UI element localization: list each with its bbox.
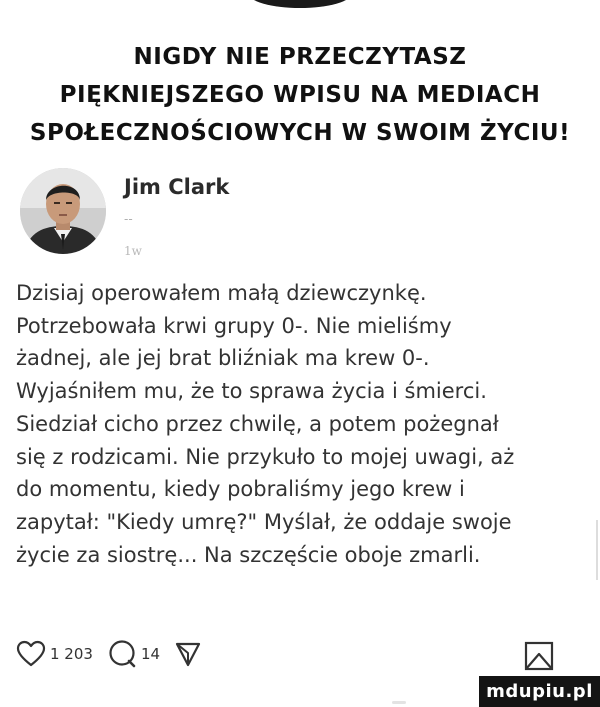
post-timestamp[interactable]: 1w — [124, 244, 142, 258]
watermark: mdupiu.pl — [479, 676, 600, 707]
bookmark-icon — [522, 640, 556, 674]
comment-icon — [107, 639, 137, 669]
post-body-line: zapytał: "Kiedy umrę?" Myślał, że oddaje swoje — [16, 509, 512, 534]
post-body — [16, 277, 596, 571]
author-separator: -- — [124, 212, 133, 226]
avatar[interactable] — [20, 168, 106, 254]
scroll-edge — [596, 520, 598, 580]
send-icon — [174, 640, 202, 668]
post-body-line: Dzisiaj operowałem małą dziewczynkę. — [16, 281, 427, 305]
save-button[interactable] — [522, 640, 556, 678]
comment-count: 14 — [140, 645, 161, 663]
headline-line-3: SPOŁECZNOŚCIOWYCH W SWOIM ŻYCIU! — [29, 120, 571, 146]
post-body-line: żadnej, ale jej brat bliźniak ma krew 0-. — [16, 346, 430, 371]
post-body-line: życie za siostrę... Na szczęście oboje zmarli. — [16, 542, 481, 567]
author-name[interactable]: Jim Clark — [124, 175, 230, 199]
like-count: 1 203 — [50, 645, 93, 663]
post-body-line: się z rodzicami. Nie przykuło to mojej uwagi, aż — [16, 444, 515, 469]
bottom-decoration — [392, 701, 406, 704]
headline-line-1: NIGDY NIE PRZECZYTASZ — [133, 44, 467, 70]
headline — [0, 38, 600, 152]
comment-button[interactable] — [107, 639, 160, 669]
post-body-line: do momentu, kiedy pobraliśmy jego krew i — [16, 477, 465, 502]
top-decoration — [248, 0, 352, 8]
like-button[interactable] — [16, 640, 93, 668]
post-body-line: Potrzebowała krwi grupy 0-. Nie mieliśmy — [16, 313, 452, 338]
post-body-line: Siedział cicho przez chwilę, a potem pożegnał — [16, 411, 499, 436]
person-photo-icon — [20, 168, 106, 254]
post-body-line: Wyjaśniłem mu, że to sprawa życia i śmierci. — [16, 379, 487, 404]
share-button[interactable] — [174, 640, 202, 668]
headline-line-2: PIĘKNIEJSZEGO WPISU NA MEDIACH — [59, 82, 541, 108]
post-actions — [16, 636, 216, 672]
heart-icon — [16, 640, 46, 668]
